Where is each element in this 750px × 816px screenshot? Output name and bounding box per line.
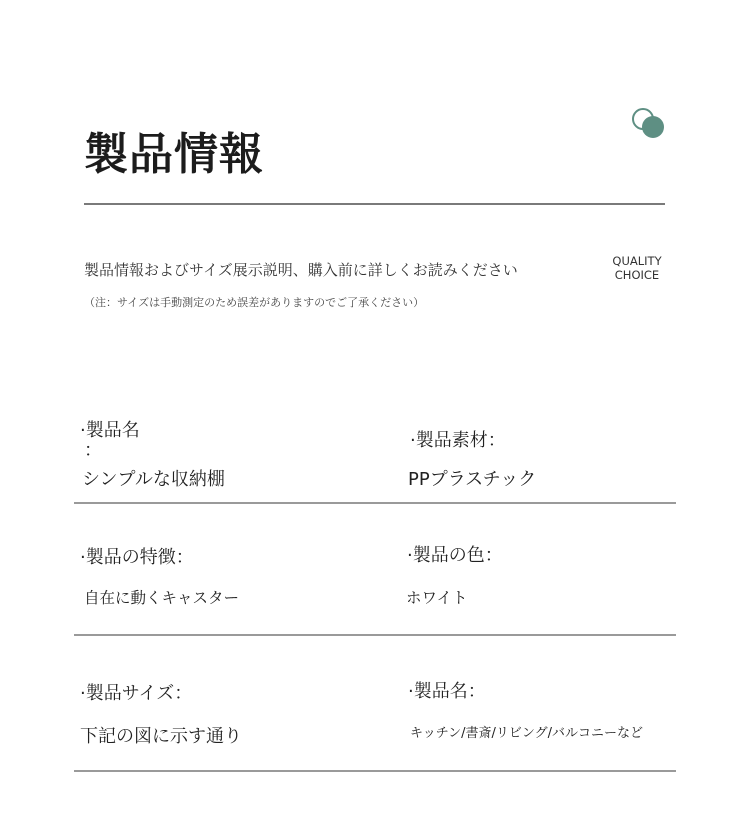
title-divider: [84, 203, 665, 205]
material-value: PPプラスチック: [408, 469, 537, 490]
size-value: 下記の図に示す通り: [80, 726, 242, 747]
brand-logo-icon: [632, 108, 666, 140]
usage-value: キッチン/書斎/リビング/バルコニーなど: [410, 726, 643, 741]
color-value: ホワイト: [406, 589, 468, 607]
badge-line-1: QUALITY: [612, 254, 662, 268]
quality-choice-badge: [606, 254, 668, 282]
product-name-label-colon: ：: [84, 440, 102, 461]
product-name-value: シンプルな収納棚: [82, 469, 225, 490]
row-divider-1: [74, 502, 676, 504]
row-divider-2: [74, 634, 676, 636]
measurement-note: （注：サイズは手動測定のため誤差がありますのでご了承ください）: [84, 296, 425, 309]
features-label: ·製品の特徴：: [80, 547, 194, 568]
subtitle-text: 製品情報およびサイズ展示説明、購入前に詳しくお読みください: [84, 261, 518, 279]
size-label: ·製品サイズ：: [80, 683, 193, 704]
features-value: 自在に動くキャスター: [84, 589, 240, 607]
page-title: 製品情報: [84, 129, 264, 180]
product-name-label: ·製品名: [80, 420, 140, 441]
usage-label: ·製品名：: [408, 681, 486, 702]
material-label: ·製品素材：: [410, 430, 506, 451]
color-label: ·製品の色：: [407, 545, 503, 566]
row-divider-3: [74, 770, 676, 772]
badge-line-2: CHOICE: [614, 268, 660, 282]
